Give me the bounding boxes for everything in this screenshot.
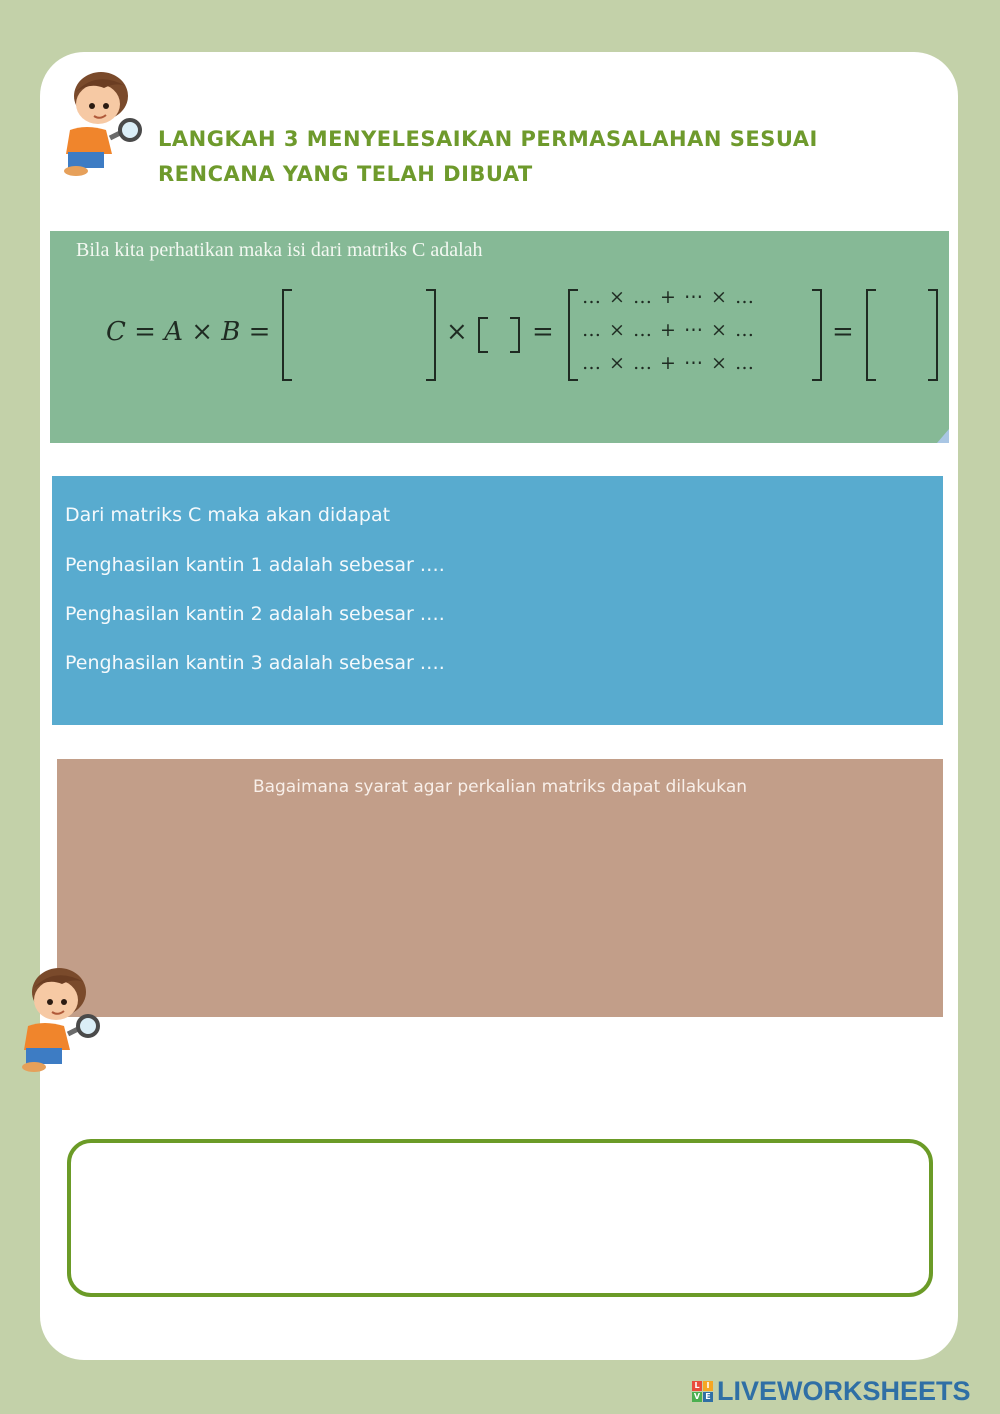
logo-mark-icon: L I V E — [692, 1381, 713, 1402]
results-panel — [52, 476, 943, 725]
equation-intro-text: Bila kita perhatikan maka isi dari matriks C adalah — [76, 239, 483, 261]
question-panel — [57, 759, 943, 1017]
income-canteen-1: Penghasilan kantin 1 adalah sebesar …. — [65, 554, 445, 576]
step-title — [158, 122, 878, 192]
liveworksheets-logo — [692, 1374, 971, 1408]
product-right-bracket — [812, 289, 822, 381]
matrix-equation — [106, 281, 936, 391]
equals-sign-2: = — [832, 317, 854, 347]
matrix-c-left-bracket — [866, 289, 876, 381]
product-row-2: … × … + ⋯ × … — [582, 319, 755, 341]
logo-text: LIVEWORKSHEETS — [717, 1375, 971, 1406]
income-canteen-2: Penghasilan kantin 2 adalah sebesar …. — [65, 603, 445, 625]
question-text: Bagaimana syarat agar perkalian matriks dapat dilakukan — [252, 777, 748, 797]
matrix-b-left-bracket — [478, 317, 488, 353]
step-title-line-1: LANGKAH 3 MENYELESAIKAN PERMASALAHAN SESUAI — [158, 127, 818, 151]
matrix-equation-panel — [50, 231, 949, 443]
matrix-c-right-bracket — [928, 289, 938, 381]
equals-sign-1: = — [532, 317, 554, 347]
matrix-a-left-bracket — [282, 289, 292, 381]
product-row-3: … × … + ⋯ × … — [582, 352, 755, 374]
income-canteen-3: Penghasilan kantin 3 adalah sebesar …. — [65, 652, 445, 674]
answer-text-box[interactable] — [67, 1139, 933, 1297]
times-sign: × — [446, 317, 468, 347]
product-left-bracket — [568, 289, 578, 381]
matrix-a-right-bracket — [426, 289, 436, 381]
step-title-line-2: RENCANA YANG TELAH DIBUAT — [158, 162, 533, 186]
boy-magnifier-icon-2 — [14, 964, 104, 1074]
equation-lhs: C = A × B = — [106, 317, 271, 347]
product-row-1: … × … + ⋯ × … — [582, 286, 755, 308]
results-intro: Dari matriks C maka akan didapat — [65, 504, 391, 526]
panel-corner-fold — [937, 429, 949, 443]
boy-magnifier-icon — [56, 68, 146, 178]
matrix-b-right-bracket — [510, 317, 520, 353]
